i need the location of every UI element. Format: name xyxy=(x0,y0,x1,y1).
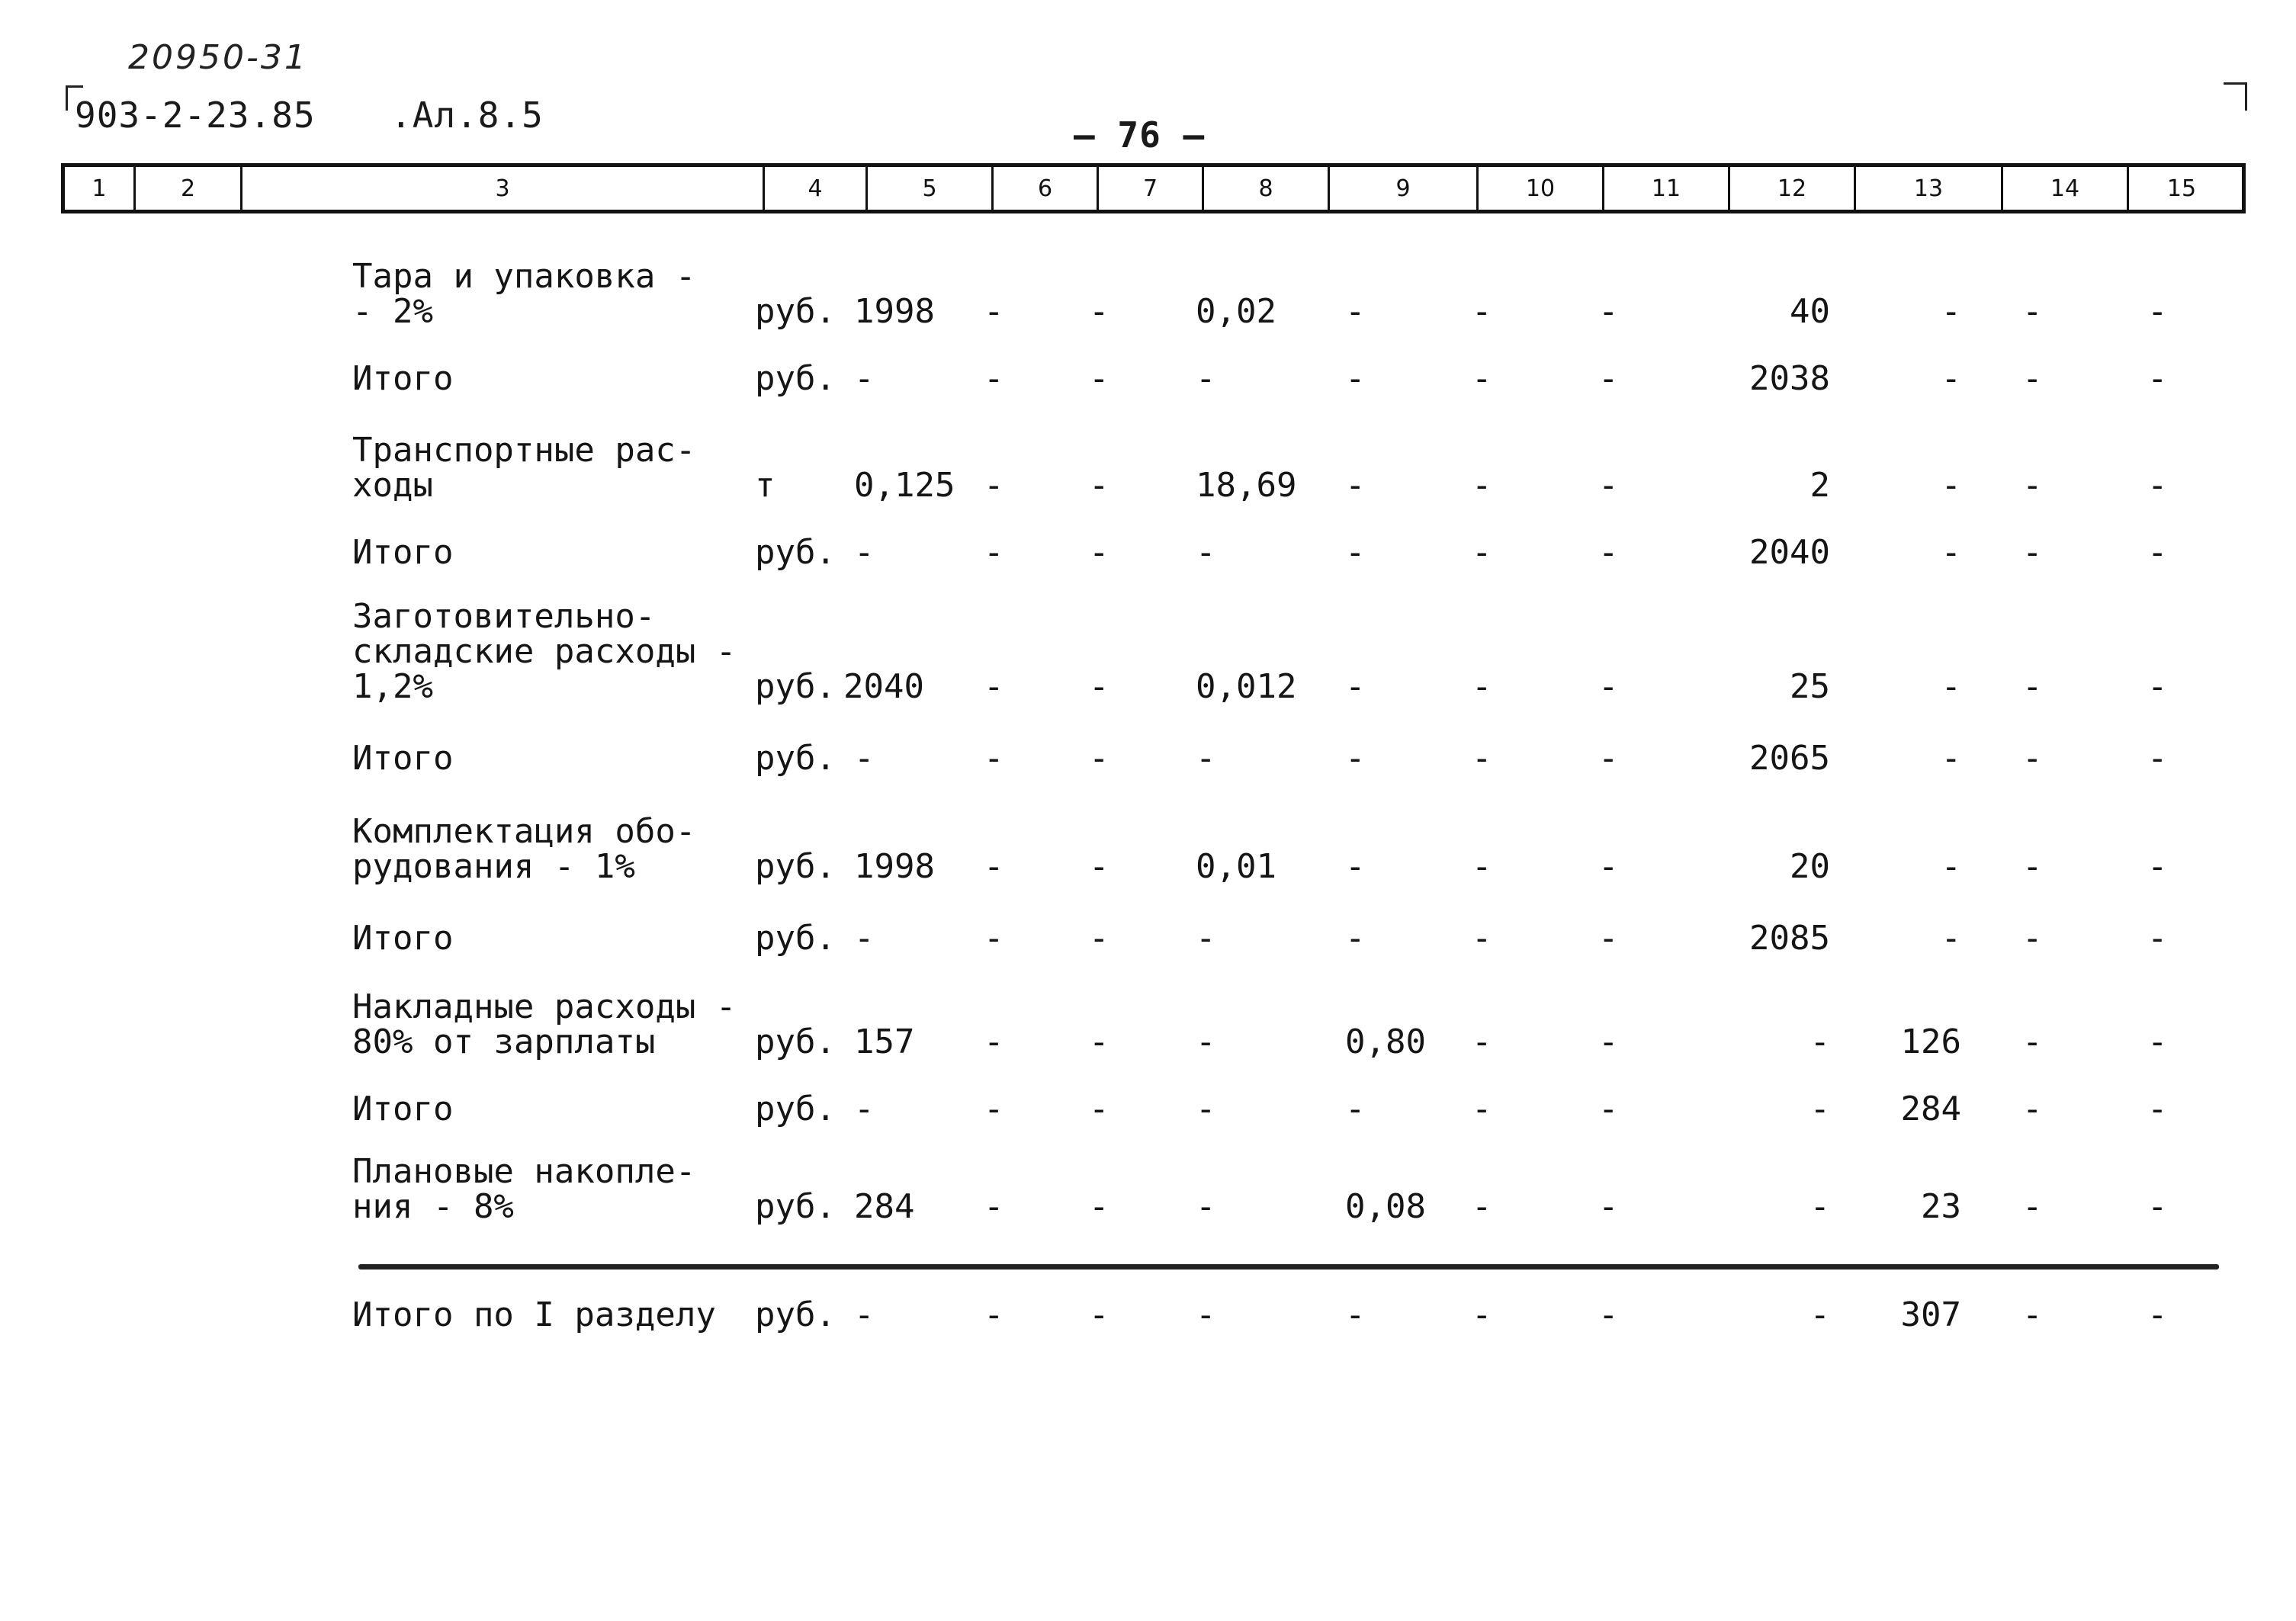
row-unit: руб. xyxy=(755,1295,836,1334)
column-number-cell: 12 xyxy=(1728,167,1854,210)
row-value-c15: - xyxy=(2147,359,2168,398)
row-value-c10: - xyxy=(1472,667,1492,706)
row-value-c8: 18,69 xyxy=(1196,466,1297,505)
row-value-c10: - xyxy=(1472,919,1492,958)
row-value-c13: 126 xyxy=(1900,1022,1961,1061)
row-value-c14: - xyxy=(2022,1295,2043,1334)
row-value-c9: - xyxy=(1345,466,1366,505)
row-value-c7: - xyxy=(1089,292,1109,331)
row-unit: руб. xyxy=(755,292,836,331)
row-value-c11: - xyxy=(1598,919,1619,958)
row-value-c13: - xyxy=(1941,919,1961,958)
row-value-c7: - xyxy=(1089,1187,1109,1226)
column-number-cell: 13 xyxy=(1854,167,2001,210)
row-value-c11: - xyxy=(1598,847,1619,886)
row-value-c9: - xyxy=(1345,533,1366,572)
row-value-c13: - xyxy=(1941,359,1961,398)
row-value-c11: - xyxy=(1598,1187,1619,1226)
sheet-label: .Ал.8.5 xyxy=(390,95,544,136)
row-value-c7: - xyxy=(1089,359,1109,398)
row-unit: руб. xyxy=(755,1090,836,1128)
row-value-c10: - xyxy=(1472,359,1492,398)
row-value-c12: - xyxy=(1810,1295,1830,1334)
row-value-c12: - xyxy=(1810,1187,1830,1226)
row-value-c15: - xyxy=(2147,847,2168,886)
column-number-header xyxy=(61,163,2246,213)
row-value-c5: 157 xyxy=(854,1022,915,1061)
row-value-c12: 2038 xyxy=(1749,359,1830,398)
row-value-c11: - xyxy=(1598,533,1619,572)
row-value-c14: - xyxy=(2022,667,2043,706)
row-value-c13: 23 xyxy=(1921,1187,1961,1226)
row-value-c9: - xyxy=(1345,919,1366,958)
row-value-c8: - xyxy=(1196,359,1216,398)
row-value-c14: - xyxy=(2022,919,2043,958)
row-value-c13: - xyxy=(1941,533,1961,572)
row-value-c15: - xyxy=(2147,466,2168,505)
row-value-c11: - xyxy=(1598,359,1619,398)
section-total-separator xyxy=(358,1264,2219,1270)
row-value-c9: 0,80 xyxy=(1345,1022,1426,1061)
row-value-c11: - xyxy=(1598,739,1619,778)
row-value-c10: - xyxy=(1472,1295,1492,1334)
row-value-c7: - xyxy=(1089,1090,1109,1128)
row-value-c15: - xyxy=(2147,533,2168,572)
row-value-c7: - xyxy=(1089,847,1109,886)
row-value-c8: - xyxy=(1196,1187,1216,1226)
row-value-c9: - xyxy=(1345,1090,1366,1128)
row-value-c13: 284 xyxy=(1900,1090,1961,1128)
row-value-c10: - xyxy=(1472,292,1492,331)
row-value-c6: - xyxy=(984,1295,1004,1334)
row-value-c5: 284 xyxy=(854,1187,915,1226)
row-value-c14: - xyxy=(2022,739,2043,778)
row-value-c5: - xyxy=(854,533,875,572)
row-value-c10: - xyxy=(1472,739,1492,778)
row-value-c15: - xyxy=(2147,1090,2168,1128)
row-unit: руб. xyxy=(755,919,836,958)
row-value-c5: 1998 xyxy=(854,847,935,886)
row-unit: руб. xyxy=(755,847,836,886)
row-value-c8: - xyxy=(1196,739,1216,778)
row-value-c6: - xyxy=(984,1022,1004,1061)
project-code: 903-2-23.85 xyxy=(75,95,316,136)
row-value-c6: - xyxy=(984,1187,1004,1226)
row-value-c9: - xyxy=(1345,292,1366,331)
row-value-c14: - xyxy=(2022,466,2043,505)
row-value-c10: - xyxy=(1472,847,1492,886)
row-name-line: ния - 8% xyxy=(352,1187,514,1226)
row-value-c15: - xyxy=(2147,1187,2168,1226)
row-value-c5: 0,125 xyxy=(854,466,955,505)
row-value-c8: - xyxy=(1196,1090,1216,1128)
row-unit: руб. xyxy=(755,1187,836,1226)
row-value-c12: 25 xyxy=(1790,667,1830,706)
row-unit: руб. xyxy=(755,359,836,398)
row-value-c13: - xyxy=(1941,739,1961,778)
row-name-line: складские расходы - xyxy=(352,632,737,671)
row-value-c13: - xyxy=(1941,466,1961,505)
column-number-cell: 5 xyxy=(865,167,991,210)
row-value-c13: - xyxy=(1941,667,1961,706)
row-value-c5: 1998 xyxy=(854,292,935,331)
row-value-c14: - xyxy=(2022,847,2043,886)
row-value-c14: - xyxy=(2022,1090,2043,1128)
column-number-cell: 14 xyxy=(2001,167,2127,210)
row-value-c7: - xyxy=(1089,533,1109,572)
row-value-c7: - xyxy=(1089,466,1109,505)
row-name-line: ходы xyxy=(352,466,433,505)
row-value-c7: - xyxy=(1089,1022,1109,1061)
row-value-c10: - xyxy=(1472,1022,1492,1061)
row-value-c8: 0,01 xyxy=(1196,847,1276,886)
page-number: — 76 — xyxy=(1074,114,1206,156)
row-value-c5: - xyxy=(854,739,875,778)
row-value-c13: 307 xyxy=(1900,1295,1961,1334)
row-value-c7: - xyxy=(1089,1295,1109,1334)
row-value-c12: 40 xyxy=(1790,292,1830,331)
row-name-line: 1,2% xyxy=(352,667,433,706)
column-number-cell: 3 xyxy=(240,167,763,210)
row-name-line: Итого по I разделу xyxy=(352,1295,716,1334)
column-number-cell: 2 xyxy=(133,167,240,210)
column-number-cell: 1 xyxy=(92,175,107,202)
column-number-cell: 11 xyxy=(1602,167,1728,210)
row-name-line: Итого xyxy=(352,739,454,778)
row-value-c6: - xyxy=(984,847,1004,886)
row-value-c11: - xyxy=(1598,466,1619,505)
top-right-corner-mark xyxy=(2224,82,2247,111)
row-value-c14: - xyxy=(2022,1022,2043,1061)
row-value-c5: - xyxy=(854,1295,875,1334)
row-value-c6: - xyxy=(984,359,1004,398)
row-value-c14: - xyxy=(2022,533,2043,572)
row-name-line: Накладные расходы - xyxy=(352,987,737,1026)
row-value-c15: - xyxy=(2147,739,2168,778)
column-number-cell: 6 xyxy=(991,167,1097,210)
row-value-c11: - xyxy=(1598,1090,1619,1128)
handwritten-document-number: 20950-31 xyxy=(128,38,308,77)
row-value-c7: - xyxy=(1089,667,1109,706)
row-value-c6: - xyxy=(984,919,1004,958)
row-name-line: Итого xyxy=(352,919,454,958)
row-value-c6: - xyxy=(984,292,1004,331)
row-name-line: Комплектация обо- xyxy=(352,812,696,851)
column-number-cell: 10 xyxy=(1476,167,1602,210)
row-value-c13: - xyxy=(1941,847,1961,886)
row-value-c10: - xyxy=(1472,533,1492,572)
row-value-c6: - xyxy=(984,667,1004,706)
row-value-c6: - xyxy=(984,466,1004,505)
row-name-line: Итого xyxy=(352,533,454,572)
row-name-line: Заготовительно- xyxy=(352,597,656,636)
row-value-c9: 0,08 xyxy=(1345,1187,1426,1226)
column-number-cell: 9 xyxy=(1328,167,1476,210)
row-value-c6: - xyxy=(984,739,1004,778)
row-name-line: Тара и упаковка - xyxy=(352,257,696,296)
row-value-c6: - xyxy=(984,1090,1004,1128)
column-number-cell: 7 xyxy=(1097,167,1202,210)
row-value-c9: - xyxy=(1345,1295,1366,1334)
row-value-c12: 2085 xyxy=(1749,919,1830,958)
row-unit: руб. xyxy=(755,1022,836,1061)
row-unit: т xyxy=(755,466,776,505)
row-value-c12: - xyxy=(1810,1022,1830,1061)
row-value-c9: - xyxy=(1345,359,1366,398)
row-value-c8: - xyxy=(1196,919,1216,958)
row-unit: руб. xyxy=(755,667,836,706)
row-value-c5: 2040 xyxy=(843,667,924,706)
row-value-c7: - xyxy=(1089,739,1109,778)
row-value-c8: 0,012 xyxy=(1196,667,1297,706)
row-value-c15: - xyxy=(2147,919,2168,958)
row-name-line: - 2% xyxy=(352,292,433,331)
row-value-c5: - xyxy=(854,1090,875,1128)
row-value-c15: - xyxy=(2147,667,2168,706)
row-value-c5: - xyxy=(854,919,875,958)
row-value-c10: - xyxy=(1472,1090,1492,1128)
row-unit: руб. xyxy=(755,533,836,572)
row-value-c15: - xyxy=(2147,1295,2168,1334)
row-value-c11: - xyxy=(1598,292,1619,331)
row-value-c12: - xyxy=(1810,1090,1830,1128)
row-value-c8: - xyxy=(1196,1295,1216,1334)
row-name-line: Транспортные рас- xyxy=(352,431,696,470)
row-name-line: Итого xyxy=(352,359,454,398)
row-value-c12: 2040 xyxy=(1749,533,1830,572)
row-value-c8: - xyxy=(1196,533,1216,572)
row-name-line: 80% от зарплаты xyxy=(352,1022,656,1061)
row-value-c11: - xyxy=(1598,667,1619,706)
row-value-c15: - xyxy=(2147,292,2168,331)
row-value-c14: - xyxy=(2022,1187,2043,1226)
row-value-c12: 20 xyxy=(1790,847,1830,886)
row-value-c5: - xyxy=(854,359,875,398)
row-name-line: Плановые накопле- xyxy=(352,1152,696,1191)
row-value-c7: - xyxy=(1089,919,1109,958)
row-value-c9: - xyxy=(1345,739,1366,778)
row-value-c14: - xyxy=(2022,292,2043,331)
row-unit: руб. xyxy=(755,739,836,778)
row-name-line: рудования - 1% xyxy=(352,847,635,886)
row-value-c8: - xyxy=(1196,1022,1216,1061)
row-value-c9: - xyxy=(1345,667,1366,706)
row-value-c14: - xyxy=(2022,359,2043,398)
row-value-c13: - xyxy=(1941,292,1961,331)
row-value-c11: - xyxy=(1598,1022,1619,1061)
row-value-c9: - xyxy=(1345,847,1366,886)
row-value-c15: - xyxy=(2147,1022,2168,1061)
row-value-c12: 2065 xyxy=(1749,739,1830,778)
column-number-cell: 8 xyxy=(1202,167,1328,210)
column-number-cell: 15 xyxy=(2127,167,2234,210)
row-value-c11: - xyxy=(1598,1295,1619,1334)
row-name-line: Итого xyxy=(352,1090,454,1128)
column-number-cell: 4 xyxy=(763,167,865,210)
row-value-c10: - xyxy=(1472,466,1492,505)
row-value-c12: 2 xyxy=(1810,466,1830,505)
row-value-c8: 0,02 xyxy=(1196,292,1276,331)
row-value-c10: - xyxy=(1472,1187,1492,1226)
row-value-c6: - xyxy=(984,533,1004,572)
